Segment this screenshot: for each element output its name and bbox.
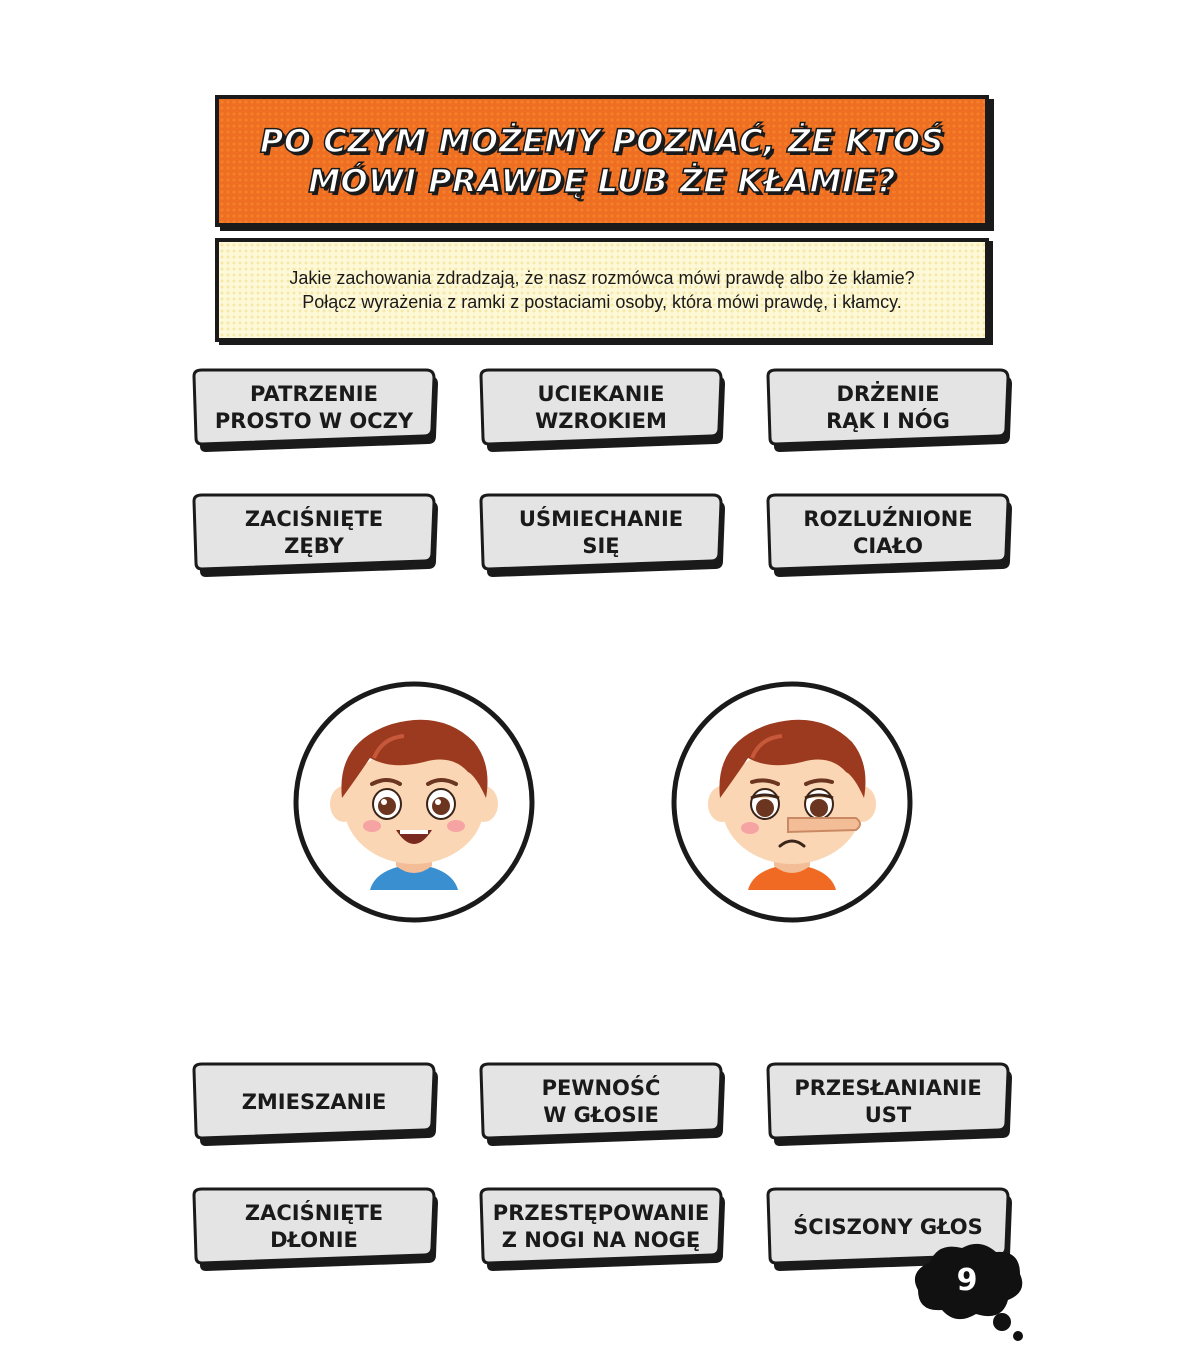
instructions-line-1: Jakie zachowania zdradzają, że nasz rozmówca mówi prawdę albo że kłamie? bbox=[289, 268, 915, 288]
phrase-tile bbox=[477, 1187, 725, 1273]
phrase-tile bbox=[190, 1062, 438, 1148]
phrase-tile bbox=[477, 493, 725, 579]
instructions-box bbox=[215, 238, 989, 342]
phrase-tile-label: PRZESŁANIANIE UST bbox=[794, 1076, 982, 1127]
phrase-tile-label: UŚMIECHANIE SIĘ bbox=[518, 507, 684, 558]
phrase-tile bbox=[764, 368, 1012, 454]
phrase-tile bbox=[477, 368, 725, 454]
phrase-tile-label: ZACIŚNIĘTE ZĘBY bbox=[244, 507, 384, 558]
phrase-tile bbox=[764, 1062, 1012, 1148]
phrase-tile-label: ZACIŚNIĘTE DŁONIE bbox=[244, 1201, 384, 1252]
phrase-tile-label: UCIEKANIE WZROKIEM bbox=[535, 382, 667, 433]
truthful-boy-icon bbox=[292, 680, 536, 924]
instructions-line-2: Połącz wyrażenia z ramki z postaciami osoby, która mówi prawdę, i kłamcy. bbox=[302, 292, 902, 312]
phrase-tile-label: PATRZENIE PROSTO W OCZY bbox=[214, 382, 414, 433]
phrase-tile-label: ZMIESZANIE bbox=[241, 1089, 387, 1114]
phrase-tile-label: PEWNOŚĆ W GŁOSIE bbox=[541, 1076, 661, 1127]
page-number: 9 bbox=[956, 1262, 978, 1298]
title-line-2: MÓWI PRAWDĘ LUB ŻE KŁAMIE? bbox=[308, 162, 896, 200]
phrase-tile-label: ROZLUŹNIONE CIAŁO bbox=[803, 507, 973, 558]
phrase-tile bbox=[190, 1187, 438, 1273]
lying-boy-icon bbox=[670, 680, 914, 924]
phrase-tile bbox=[764, 493, 1012, 579]
phrase-tile bbox=[190, 368, 438, 454]
phrase-tile-label: PRZESTĘPOWANIE Z NOGI NA NOGĘ bbox=[492, 1201, 710, 1252]
phrase-tile-label: ŚCISZONY GŁOS bbox=[793, 1214, 983, 1239]
title-line-1: PO CZYM MOŻEMY POZNAĆ, ŻE KTOŚ bbox=[259, 122, 945, 160]
phrase-tile bbox=[477, 1062, 725, 1148]
title-banner bbox=[215, 95, 989, 227]
phrase-tile-label: DRŻENIE RĄK I NÓG bbox=[826, 382, 950, 433]
phrase-tile bbox=[190, 493, 438, 579]
